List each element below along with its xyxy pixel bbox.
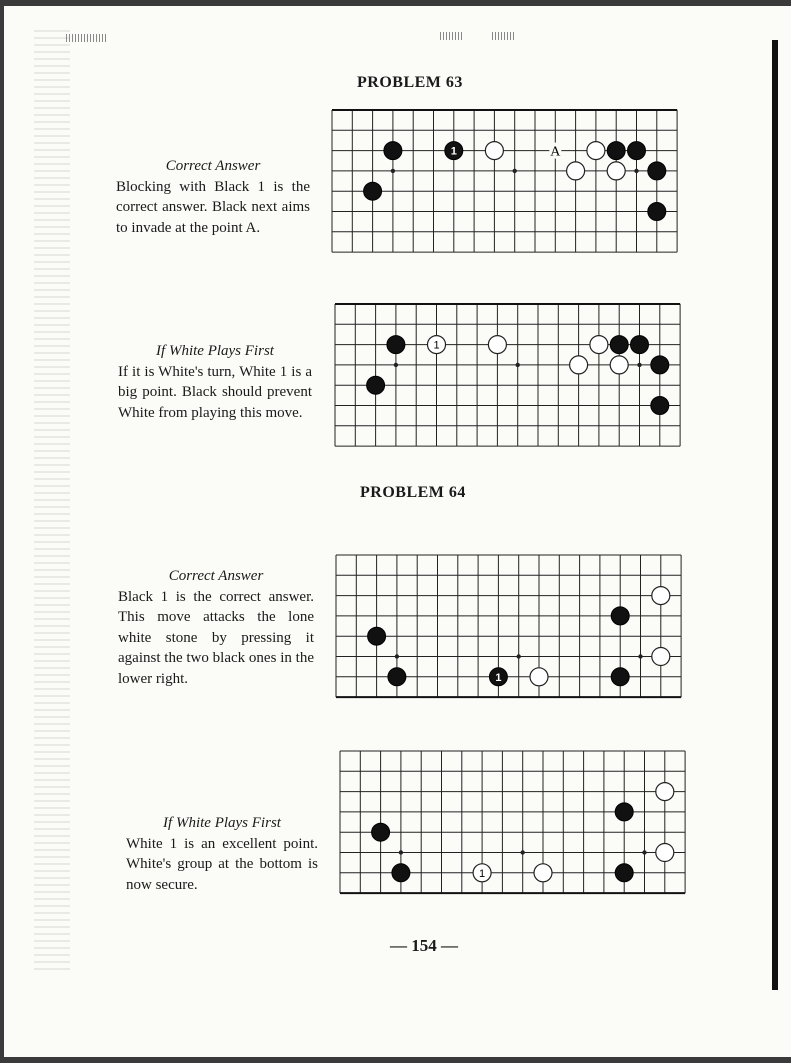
- board-grid: [335, 304, 680, 446]
- star-point: [399, 850, 403, 854]
- viewer-frame-left: [0, 0, 4, 1063]
- black-stone: [615, 803, 633, 821]
- star-point: [516, 363, 520, 367]
- white-stone: [656, 844, 674, 862]
- white-stone: [534, 864, 552, 882]
- black-stone: [367, 376, 385, 394]
- go-diagram-p63-white-first: [333, 302, 699, 470]
- caption-title: Correct Answer: [165, 158, 261, 174]
- white-stone: [488, 336, 506, 354]
- white-stone: [656, 783, 674, 801]
- white-stone: [652, 648, 670, 666]
- p63-white-first-caption: [118, 341, 312, 423]
- p64-white-first-caption: [126, 813, 318, 895]
- caption-title: Correct Answer: [168, 568, 264, 584]
- scan-artifact: [66, 34, 108, 42]
- p64-answer-caption: [118, 566, 314, 689]
- white-stone: [587, 142, 605, 160]
- white-stone: [570, 356, 588, 374]
- caption-body: If it is White's turn, White 1 is a big point. Black should prevent White from playing this move.: [118, 363, 312, 421]
- star-point: [394, 363, 398, 367]
- black-stone: [364, 182, 382, 200]
- white-stone: [590, 336, 608, 354]
- star-point: [521, 850, 525, 854]
- star-point: [513, 169, 517, 173]
- black-stone: [611, 668, 629, 686]
- viewer-frame-top: [0, 0, 791, 6]
- move-number: 1: [450, 145, 457, 158]
- move-number: 1: [433, 339, 440, 352]
- black-stone: [651, 356, 669, 374]
- black-stone: [387, 336, 405, 354]
- black-stone: [628, 142, 646, 160]
- black-stone: [610, 336, 628, 354]
- page-edge-shadow: [772, 40, 778, 990]
- p63-answer-caption: [116, 156, 310, 238]
- white-stone: [567, 162, 585, 180]
- black-stone: [384, 142, 402, 160]
- black-stone: [392, 864, 410, 882]
- black-stone: [631, 336, 649, 354]
- scan-artifact: [440, 32, 464, 40]
- binding-speckle: [34, 30, 70, 970]
- go-diagram-p64-answer: [334, 553, 700, 721]
- caption-title: If White Plays First: [156, 343, 274, 359]
- black-stone: [651, 397, 669, 415]
- point-label: A: [550, 144, 561, 160]
- star-point: [517, 654, 521, 658]
- star-point: [638, 654, 642, 658]
- black-stone: [368, 627, 386, 645]
- problem-64-heading: PROBLEM 64: [360, 484, 466, 501]
- move-number: 1: [495, 671, 502, 684]
- page-number: — 154 —: [390, 936, 458, 955]
- caption-title: If White Plays First: [163, 815, 281, 831]
- star-point: [637, 363, 641, 367]
- black-stone: [607, 142, 625, 160]
- white-stone: [485, 142, 503, 160]
- black-stone: [388, 668, 406, 686]
- black-stone: [372, 823, 390, 841]
- board-grid: [332, 110, 677, 252]
- go-diagram-p64-white-first: [338, 749, 704, 917]
- black-stone: [648, 162, 666, 180]
- black-stone: [648, 203, 666, 221]
- white-stone: [607, 162, 625, 180]
- star-point: [391, 169, 395, 173]
- caption-body: White 1 is an excellent point. White's group at the bottom is now secure.: [126, 835, 318, 893]
- viewer-frame-bottom: [0, 1057, 791, 1063]
- caption-body: Blocking with Black 1 is the correct answer. Black next aims to invade at the point A.: [116, 178, 310, 236]
- white-stone: [530, 668, 548, 686]
- caption-body: Black 1 is the correct answer. This move attacks the lone white stone by pressing it against the two black ones in the lower right.: [118, 588, 314, 687]
- black-stone: [611, 607, 629, 625]
- star-point: [634, 169, 638, 173]
- black-stone: [615, 864, 633, 882]
- move-number: 1: [479, 867, 486, 880]
- scan-artifact: [492, 32, 516, 40]
- star-point: [642, 850, 646, 854]
- white-stone: [652, 587, 670, 605]
- star-point: [395, 654, 399, 658]
- problem-63-heading: PROBLEM 63: [357, 74, 463, 91]
- go-diagram-p63-answer: [330, 108, 696, 276]
- white-stone: [610, 356, 628, 374]
